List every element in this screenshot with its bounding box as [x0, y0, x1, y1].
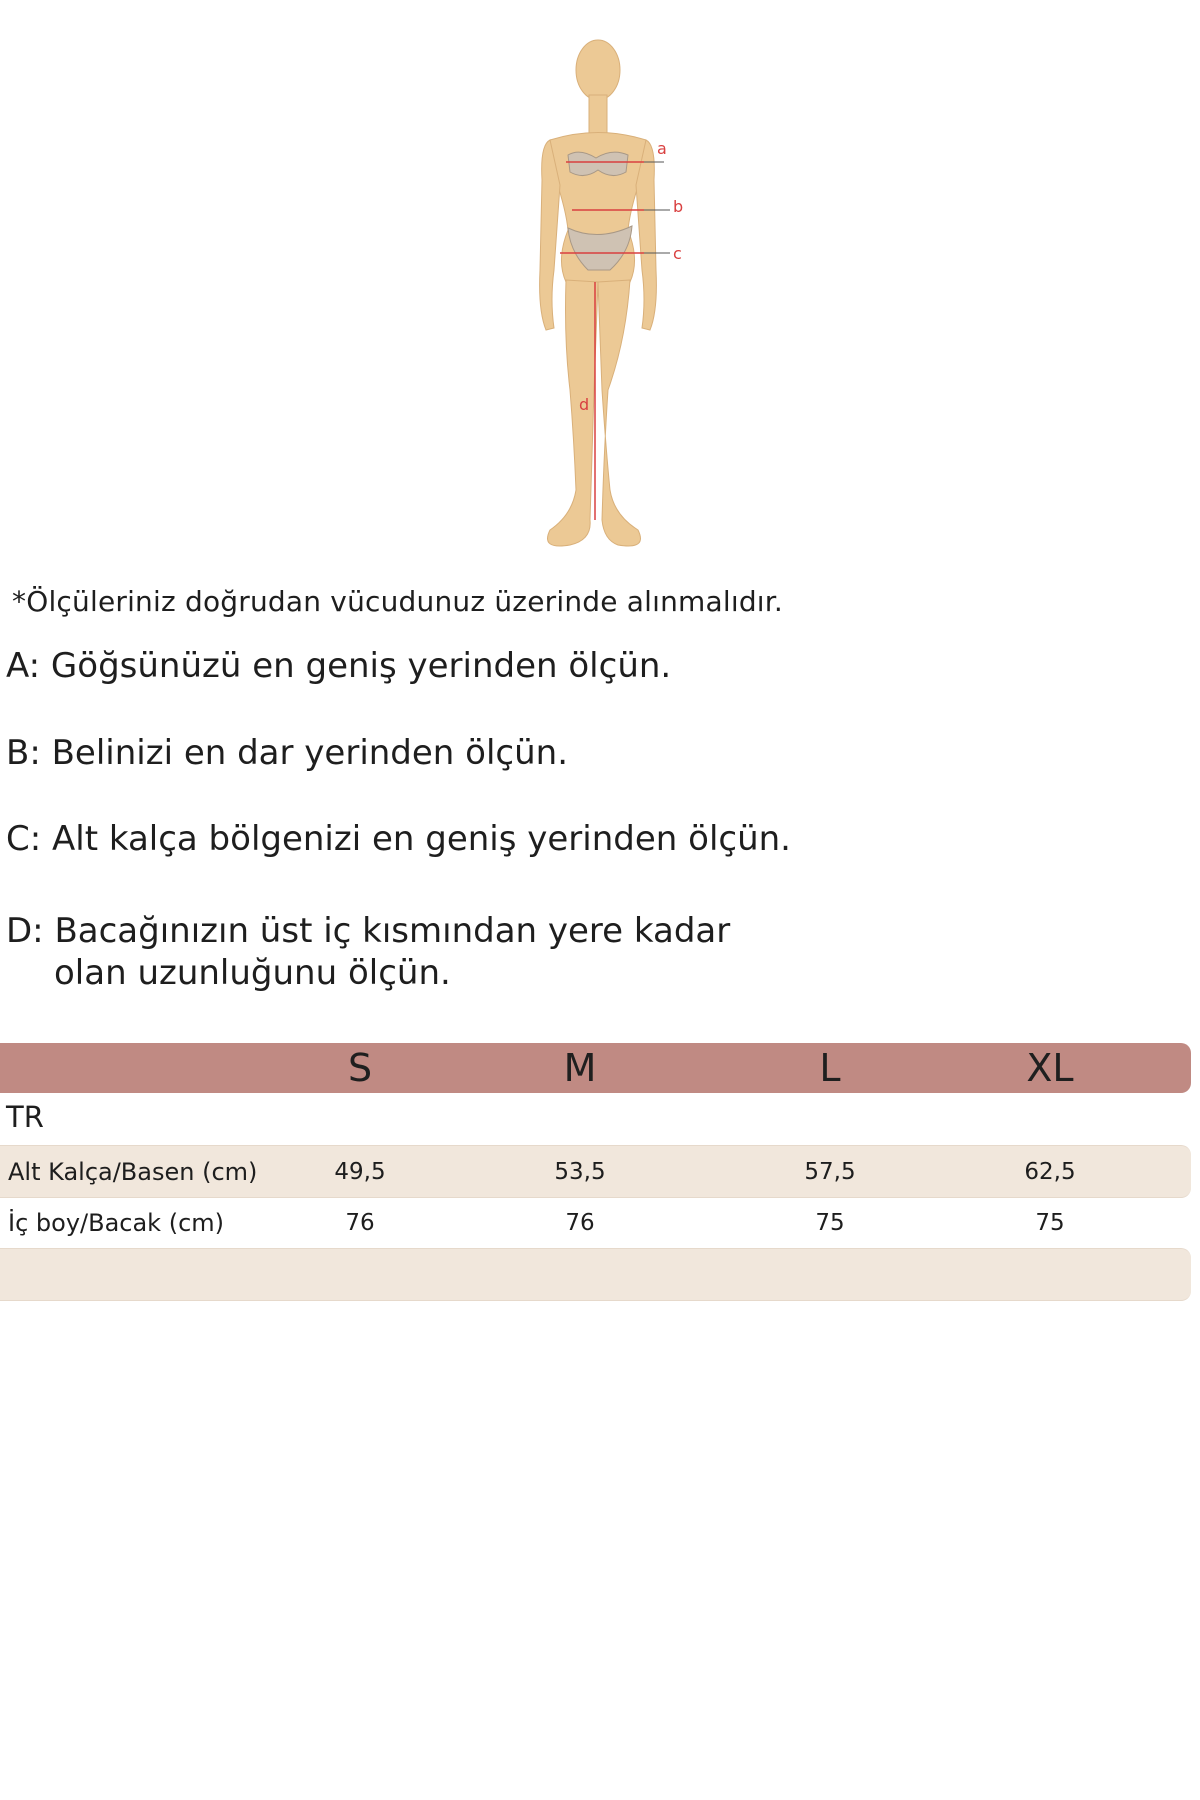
cell-l: 57,5 — [804, 1159, 856, 1185]
measure-label-b: b — [673, 197, 684, 216]
row-label: Alt Kalça/Basen (cm) — [8, 1158, 258, 1186]
figure-left-leg — [548, 280, 599, 546]
measurement-note: *Ölçüleriniz doğrudan vücudunuz üzerinde alınmalıdır. — [12, 585, 784, 618]
instruction-d — [6, 910, 730, 994]
cell-s: 49,5 — [334, 1159, 386, 1185]
instruction-a: A: Göğsünüzü en geniş yerinden ölçün. — [6, 646, 672, 686]
cell-l: 75 — [815, 1210, 845, 1236]
size-xl: XL — [1026, 1046, 1074, 1090]
cell-m: 76 — [565, 1210, 595, 1236]
instruction-b: B: Belinizi en dar yerinden ölçün. — [6, 733, 569, 773]
size-m: M — [563, 1046, 597, 1090]
body-measurement-figure — [480, 20, 780, 560]
measure-label-c: c — [673, 244, 682, 263]
size-header-row — [0, 1043, 1191, 1093]
cell-xl: 62,5 — [1024, 1159, 1076, 1185]
table-row-empty — [0, 1248, 1191, 1301]
measure-label-a: a — [657, 139, 667, 158]
table-row — [0, 1145, 1191, 1198]
measure-label-d: d — [579, 395, 590, 414]
figure-head — [576, 40, 620, 100]
size-s: S — [347, 1046, 373, 1090]
figure-right-leg — [598, 280, 641, 546]
size-l: L — [819, 1046, 841, 1090]
cell-s: 76 — [345, 1210, 375, 1236]
instruction-d-line1: D: Bacağınızın üst iç kısmından yere kadar — [6, 911, 731, 951]
region-label: TR — [6, 1100, 44, 1134]
row-label: İç boy/Bacak (cm) — [8, 1209, 225, 1237]
table-row — [0, 1197, 1191, 1248]
cell-xl: 75 — [1035, 1210, 1065, 1236]
instruction-d-line2: olan uzunluğunu ölçün. — [54, 953, 451, 993]
cell-m: 53,5 — [554, 1159, 606, 1185]
instruction-c: C: Alt kalça bölgenizi en geniş yerinden ölçün. — [6, 819, 791, 859]
figure-neck — [589, 95, 607, 135]
